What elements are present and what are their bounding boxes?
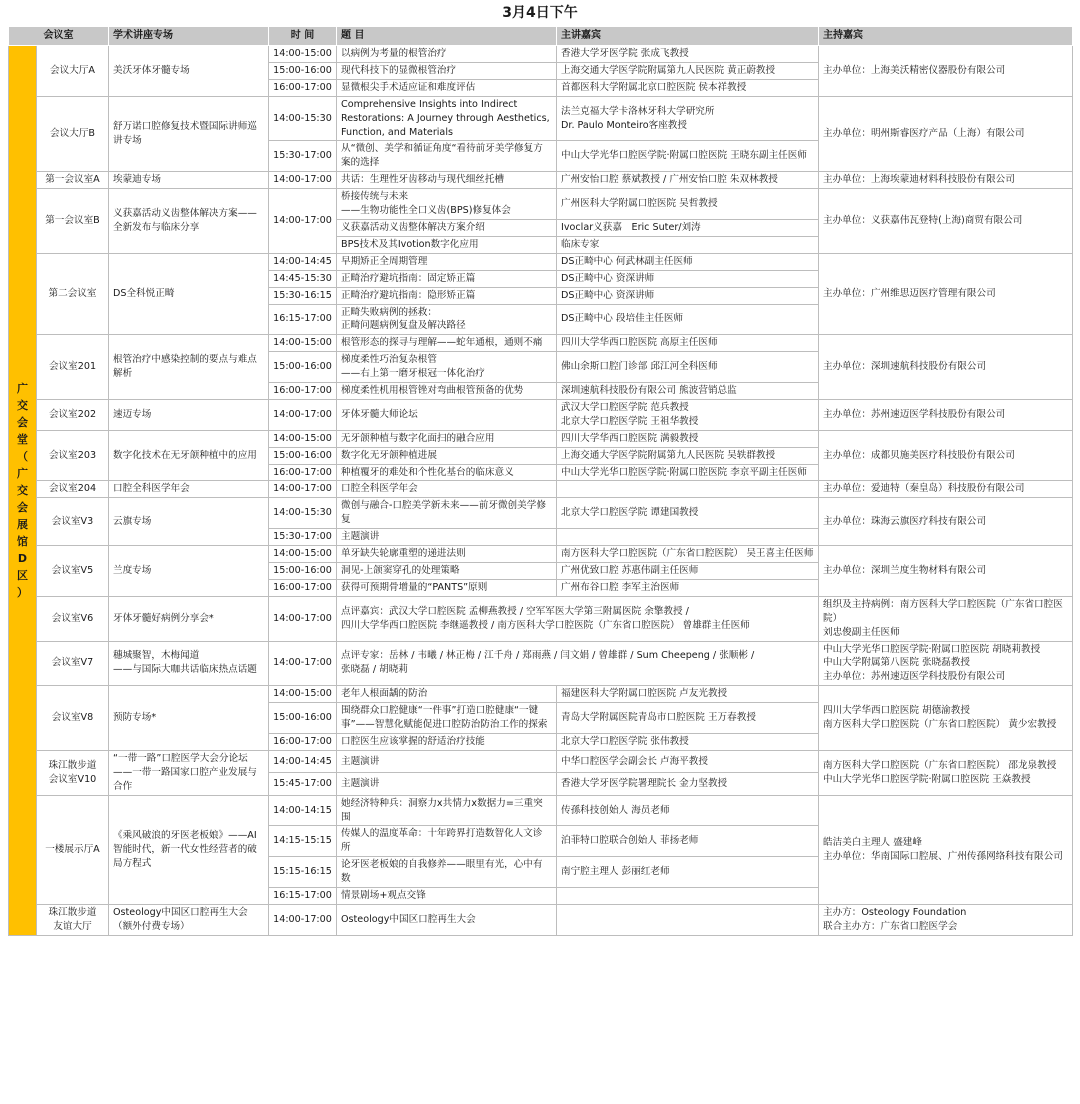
host-cell: 中山大学光华口腔医学院·附属口腔医院 胡晓莉教授 中山大学附属第八医院 张晓磊教授 主办单位：苏州速迈医学科技股份有限公司: [819, 641, 1073, 686]
room-cell: 会议室V6: [37, 596, 109, 641]
subject-cell: 显微根尖手术适应证和难度评估: [337, 79, 557, 96]
topic-cell: “一带一路”口腔医学大会分论坛 ——一带一路国家口腔产业发展与合作: [109, 750, 269, 795]
speaker-cell: 福建医科大学附属口腔医院 卢友光教授: [557, 686, 819, 703]
subject-cell: 点评专家：岳林 / 韦曦 / 林正梅 / 江千舟 / 郑雨燕 / 闫文娟 / 曾雄群 / Sum Cheepeng / 张顺彬 / 张晓磊 / 胡晓莉: [337, 641, 819, 686]
host-cell: 主办单位：深圳速航科技股份有限公司: [819, 335, 1073, 400]
speaker-cell: 临床专家: [557, 236, 819, 253]
host-cell: 主办单位：珠海云旗医疗科技有限公司: [819, 498, 1073, 546]
room-cell: 会议室V5: [37, 546, 109, 597]
subject-cell: 从“微创、美学和循证角度“看待前牙美学修复方案的选择: [337, 141, 557, 172]
speaker-cell: 北京大学口腔医学院 谭建国教授: [557, 498, 819, 529]
header-topic: 学术讲座专场: [109, 27, 269, 46]
time-cell: 14:15-15:15: [269, 826, 337, 857]
subject-cell: 根管形态的探寻与理解——蛇年通根，通则不痛: [337, 335, 557, 352]
room-cell: 第二会议室: [37, 253, 109, 335]
topic-cell: 舒万诺口腔修复技术暨国际讲师巡讲专场: [109, 96, 269, 172]
room-cell: 一楼展示厅A: [37, 795, 109, 904]
topic-cell: 速迈专场: [109, 399, 269, 430]
subject-cell: 梯度柔性巧治复杂根管 ——右上第一磨牙根冠一体化治疗: [337, 352, 557, 383]
time-cell: 15:30-16:15: [269, 287, 337, 304]
topic-cell: 穗城聚智，木梅闻道 ——与国际大咖共话临床热点话题: [109, 641, 269, 686]
speaker-cell: 广州优致口腔 苏惠伟副主任医师: [557, 563, 819, 580]
speaker-cell: 中山大学光华口腔医学院·附属口腔医院 李京平副主任医师: [557, 464, 819, 481]
speaker-cell: 香港大学牙医学院署理院长 金力坚教授: [557, 773, 819, 795]
topic-cell: 数字化技术在无牙颌种植中的应用: [109, 430, 269, 481]
speaker-cell: 中华口腔医学会副会长 卢海平教授: [557, 750, 819, 772]
time-cell: 16:00-17:00: [269, 733, 337, 750]
subject-cell: 微创与融合-口腔美学新未来——前牙微创美学修复: [337, 498, 557, 529]
speaker-cell: 中山大学光华口腔医学院·附属口腔医院 王晓东副主任医师: [557, 141, 819, 172]
subject-cell: 共话：生理性牙齿移动与现代细丝托槽: [337, 172, 557, 189]
venue-label-char: D: [17, 552, 28, 566]
subject-cell: 正畸失败病例的拯救： 正畸问题病例复盘及解决路径: [337, 304, 557, 335]
time-cell: 14:00-17:00: [269, 189, 337, 254]
host-cell: 主办单位：苏州速迈医学科技股份有限公司: [819, 399, 1073, 430]
time-cell: 14:45-15:30: [269, 270, 337, 287]
speaker-cell: DS正畸中心 资深讲师: [557, 270, 819, 287]
subject-cell: 老年人根面龋的防治: [337, 686, 557, 703]
speaker-cell: 上海交通大学医学院附属第九人民医院 黄正蔚教授: [557, 62, 819, 79]
subject-cell: 单牙缺失轮廓重塑的递进法则: [337, 546, 557, 563]
table-row: [9, 96, 1073, 141]
table-row: [9, 750, 1073, 772]
speaker-cell: 南宁腔主理人 彭丽红老师: [557, 857, 819, 888]
topic-cell: 根管治疗中感染控制的要点与难点解析: [109, 335, 269, 400]
time-cell: 15:00-16:00: [269, 703, 337, 734]
subject-cell: Comprehensive Insights into Indirect Restorations: A Journey through Aesthetics, Function, and Materials: [337, 96, 557, 141]
room-cell: 第一会议室A: [37, 172, 109, 189]
subject-cell: 围绕群众口腔健康“一件事”打造口腔健康“一键事”——智慧化赋能促进口腔防治防治工作的探索: [337, 703, 557, 734]
subject-cell: 点评嘉宾：武汉大学口腔医院 孟柳燕教授 / 空军军医大学第三附属医院 余擎教授 / 四川大学华西口腔医院 李继遥教授 / 南方医科大学口腔医院（广东省口腔医院） 曾雄群主任医师: [337, 596, 819, 641]
time-cell: 16:15-17:00: [269, 304, 337, 335]
topic-cell: 云旗专场: [109, 498, 269, 546]
host-cell: 主办单位：上海美沃精密仪器股份有限公司: [819, 46, 1073, 97]
time-cell: 15:30-17:00: [269, 141, 337, 172]
room-cell: 会议室202: [37, 399, 109, 430]
time-cell: 15:00-16:00: [269, 352, 337, 383]
speaker-cell: [557, 904, 819, 935]
speaker-cell: 四川大学华西口腔医院 满毅教授: [557, 430, 819, 447]
time-cell: 14:00-17:00: [269, 596, 337, 641]
table-row: [9, 430, 1073, 447]
speaker-cell: 深圳速航科技股份有限公司 熊波营销总监: [557, 383, 819, 400]
speaker-cell: 南方医科大学口腔医院（广东省口腔医院） 吴王喜主任医师: [557, 546, 819, 563]
venue-label-char: 会: [17, 500, 28, 514]
header-row: [9, 27, 1073, 46]
time-cell: 14:00-15:00: [269, 335, 337, 352]
table-row: [9, 686, 1073, 703]
speaker-cell: 上海交通大学医学院附属第九人民医院 吴轶群教授: [557, 447, 819, 464]
time-cell: 14:00-15:00: [269, 430, 337, 447]
room-cell: 第一会议室B: [37, 189, 109, 254]
subject-cell: 梯度柔性机用根管锉对弯曲根管预备的优势: [337, 383, 557, 400]
room-cell: 珠江散步道 会议室V10: [37, 750, 109, 795]
host-cell: 主办单位：义获嘉伟瓦登特(上海)商贸有限公司: [819, 189, 1073, 254]
time-cell: 16:00-17:00: [269, 79, 337, 96]
venue-label-char: ）: [17, 586, 28, 600]
room-cell: 会议大厅B: [37, 96, 109, 172]
subject-cell: 义获嘉活动义齿整体解决方案介绍: [337, 219, 557, 236]
time-cell: 14:00-15:30: [269, 96, 337, 141]
host-cell: 主办方：Osteology Foundation 联合主办方：广东省口腔医学会: [819, 904, 1073, 935]
speaker-cell: 佛山余斯口腔门诊部 邱江河全科医师: [557, 352, 819, 383]
time-cell: 16:00-17:00: [269, 579, 337, 596]
subject-cell: 她经济特种兵：洞察力x共情力x数据力=三重突围: [337, 795, 557, 826]
time-cell: 14:00-14:45: [269, 253, 337, 270]
topic-cell: 美沃牙体牙髓专场: [109, 46, 269, 97]
speaker-cell: DS正畸中心 何武林副主任医师: [557, 253, 819, 270]
venue-label-char: 广: [17, 466, 28, 480]
venue-label-char: 馆: [17, 534, 28, 548]
time-cell: 15:30-17:00: [269, 529, 337, 546]
venue-label-char: 区: [17, 569, 28, 583]
room-cell: 会议大厅A: [37, 46, 109, 97]
time-cell: 16:00-17:00: [269, 383, 337, 400]
table-row: [9, 596, 1073, 641]
topic-cell: 口腔全科医学年会: [109, 481, 269, 498]
venue-label-char: 展: [17, 517, 28, 531]
room-cell: 会议室203: [37, 430, 109, 481]
host-cell: 组织及主持病例：南方医科大学口腔医院（广东省口腔医院） 刘忠俊副主任医师: [819, 596, 1073, 641]
subject-cell: 口腔全科医学年会: [337, 481, 557, 498]
time-cell: 15:00-16:00: [269, 563, 337, 580]
header-speaker: 主讲嘉宾: [557, 27, 819, 46]
topic-cell: DS全科悦正畸: [109, 253, 269, 335]
venue-label: [9, 46, 37, 936]
table-row: [9, 172, 1073, 189]
time-cell: 14:00-17:00: [269, 641, 337, 686]
time-cell: 14:00-14:45: [269, 750, 337, 772]
subject-cell: 无牙颌种植与数字化面扫的融合应用: [337, 430, 557, 447]
table-row: [9, 46, 1073, 63]
venue-label-char: （: [17, 449, 28, 463]
subject-cell: BPS技术及其Ivotion数字化应用: [337, 236, 557, 253]
page-title: 3月4日下午: [502, 5, 578, 21]
speaker-cell: 广州医科大学附属口腔医院 吴哲教授: [557, 189, 819, 220]
room-cell: 会议室V7: [37, 641, 109, 686]
time-cell: 14:00-17:00: [269, 481, 337, 498]
room-cell: 会议室201: [37, 335, 109, 400]
venue-label-char: 广: [17, 381, 28, 395]
table-row: [9, 481, 1073, 498]
speaker-cell: 法兰克福大学卡洛林牙科大学研究所 Dr. Paulo Monteiro客座教授: [557, 96, 819, 141]
table-row: [9, 498, 1073, 529]
room-cell: 珠江散步道 友谊大厅: [37, 904, 109, 935]
table-row: [9, 795, 1073, 826]
subject-cell: 主题演讲: [337, 529, 557, 546]
speaker-cell: [557, 529, 819, 546]
time-cell: 14:00-17:00: [269, 172, 337, 189]
host-cell: 主办单位：明州斯睿医疗产品（上海）有限公司: [819, 96, 1073, 172]
time-cell: 16:15-17:00: [269, 888, 337, 905]
topic-cell: 预防专场*: [109, 686, 269, 751]
header-subject: 题 目: [337, 27, 557, 46]
venue-label-char: 交: [17, 483, 28, 497]
subject-cell: 正畸治疗避坑指南：隐形矫正篇: [337, 287, 557, 304]
subject-cell: 早期矫正全周期管理: [337, 253, 557, 270]
time-cell: 14:00-14:15: [269, 795, 337, 826]
topic-cell: 埃蒙迪专场: [109, 172, 269, 189]
speaker-cell: DS正畸中心 资深讲师: [557, 287, 819, 304]
host-cell: 南方医科大学口腔医院（广东省口腔医院） 邵龙泉教授 中山大学光华口腔医学院·附属口腔医院 王焱教授: [819, 750, 1073, 795]
table-row: [9, 546, 1073, 563]
speaker-cell: [557, 888, 819, 905]
subject-cell: 以病例为考量的根管治疗: [337, 46, 557, 63]
subject-cell: 种植覆牙的难处和个性化基台的临床意义: [337, 464, 557, 481]
room-cell: 会议室204: [37, 481, 109, 498]
room-cell: 会议室V8: [37, 686, 109, 751]
subject-cell: 现代科技下的显微根管治疗: [337, 62, 557, 79]
time-cell: 14:00-17:00: [269, 904, 337, 935]
host-cell: 主办单位：广州维思迈医疗管理有限公司: [819, 253, 1073, 335]
subject-cell: 牙体牙髓大师论坛: [337, 399, 557, 430]
speaker-cell: 香港大学牙医学院 张成飞教授: [557, 46, 819, 63]
venue-label-char: 交: [17, 398, 28, 412]
speaker-cell: DS正畸中心 段培佳主任医师: [557, 304, 819, 335]
time-cell: 14:00-15:00: [269, 46, 337, 63]
table-row: [9, 904, 1073, 935]
room-cell: 会议室V3: [37, 498, 109, 546]
time-cell: 15:45-17:00: [269, 773, 337, 795]
time-cell: 14:00-17:00: [269, 399, 337, 430]
speaker-cell: 北京大学口腔医学院 张伟教授: [557, 733, 819, 750]
header-host: 主持嘉宾: [819, 27, 1073, 46]
topic-cell: 《乘风破浪的牙医老板娘》——AI智能时代，新一代女性经营者的破局方程式: [109, 795, 269, 904]
subject-cell: 获得可预期骨增量的“PANTS”原则: [337, 579, 557, 596]
subject-cell: 论牙医老板娘的自我修养——眼里有光，心中有数: [337, 857, 557, 888]
speaker-cell: 泊菲特口腔联合创始人 菲扬老师: [557, 826, 819, 857]
subject-cell: 传媒人的温度革命：十年跨界打造数智化人文诊所: [337, 826, 557, 857]
subject-cell: 主题演讲: [337, 773, 557, 795]
host-cell: 主办单位：上海埃蒙迪材料科技股份有限公司: [819, 172, 1073, 189]
speaker-cell: 传孫科技创始人 海员老师: [557, 795, 819, 826]
table-row: [9, 189, 1073, 220]
time-cell: 14:00-15:00: [269, 546, 337, 563]
subject-cell: 正畸治疗避坑指南：固定矫正篇: [337, 270, 557, 287]
topic-cell: 牙体牙髓好病例分享会*: [109, 596, 269, 641]
speaker-cell: 四川大学华西口腔医院 高原主任医师: [557, 335, 819, 352]
host-cell: 皓洁美白主理人 盛建峰 主办单位：华南国际口腔展、广州传孫网络科技有限公司: [819, 795, 1073, 904]
time-cell: 14:00-15:00: [269, 686, 337, 703]
time-cell: 16:00-17:00: [269, 464, 337, 481]
speaker-cell: 广州安怡口腔 蔡斌教授 / 广州安怡口腔 朱双林教授: [557, 172, 819, 189]
host-cell: 四川大学华西口腔医院 胡德渝教授 南方医科大学口腔医院（广东省口腔医院） 黄少宏教授: [819, 686, 1073, 751]
subject-cell: 口腔医生应该掌握的舒适治疗技能: [337, 733, 557, 750]
topic-cell: 义获嘉活动义齿整体解决方案——全新发布与临床分享: [109, 189, 269, 254]
table-row: [9, 641, 1073, 686]
speaker-cell: 首都医科大学附属北京口腔医院 侯本祥教授: [557, 79, 819, 96]
host-cell: 主办单位：爱迪特（秦皇岛）科技股份有限公司: [819, 481, 1073, 498]
speaker-cell: 武汉大学口腔医学院 范兵教授 北京大学口腔医学院 王祖华教授: [557, 399, 819, 430]
time-cell: 15:00-16:00: [269, 447, 337, 464]
host-cell: 主办单位：成都贝施美医疗科技股份有限公司: [819, 430, 1073, 481]
subject-cell: Osteology中国区口腔再生大会: [337, 904, 557, 935]
schedule-table: [8, 26, 1073, 936]
time-cell: 15:00-16:00: [269, 62, 337, 79]
speaker-cell: 广州布谷口腔 李军主治医师: [557, 579, 819, 596]
time-cell: 14:00-15:30: [269, 498, 337, 529]
host-cell: 主办单位：深圳兰度生物材料有限公司: [819, 546, 1073, 597]
topic-cell: 兰度专场: [109, 546, 269, 597]
subject-cell: 数字化无牙颌种植进展: [337, 447, 557, 464]
speaker-cell: [557, 481, 819, 498]
header-time: 时 间: [269, 27, 337, 46]
speaker-cell: 青岛大学附属医院青岛市口腔医院 王万春教授: [557, 703, 819, 734]
table-row: [9, 253, 1073, 270]
subject-cell: 洞见-上颌窦穿孔的处理策略: [337, 563, 557, 580]
time-cell: 15:15-16:15: [269, 857, 337, 888]
subject-cell: 主题演讲: [337, 750, 557, 772]
speaker-cell: Ivoclar义获嘉 Eric Suter/刘涛: [557, 219, 819, 236]
table-row: [9, 399, 1073, 430]
venue-label-char: 堂: [17, 432, 28, 446]
table-row: [9, 335, 1073, 352]
header-room: 会议室: [9, 27, 109, 46]
venue-label-char: 会: [17, 415, 28, 429]
subject-cell: 桥接传统与未来 ——生物功能性全口义齿(BPS)修复体会: [337, 189, 557, 220]
topic-cell: Osteology中国区口腔再生大会 （额外付费专场）: [109, 904, 269, 935]
subject-cell: 情景剧场+观点交锋: [337, 888, 557, 905]
